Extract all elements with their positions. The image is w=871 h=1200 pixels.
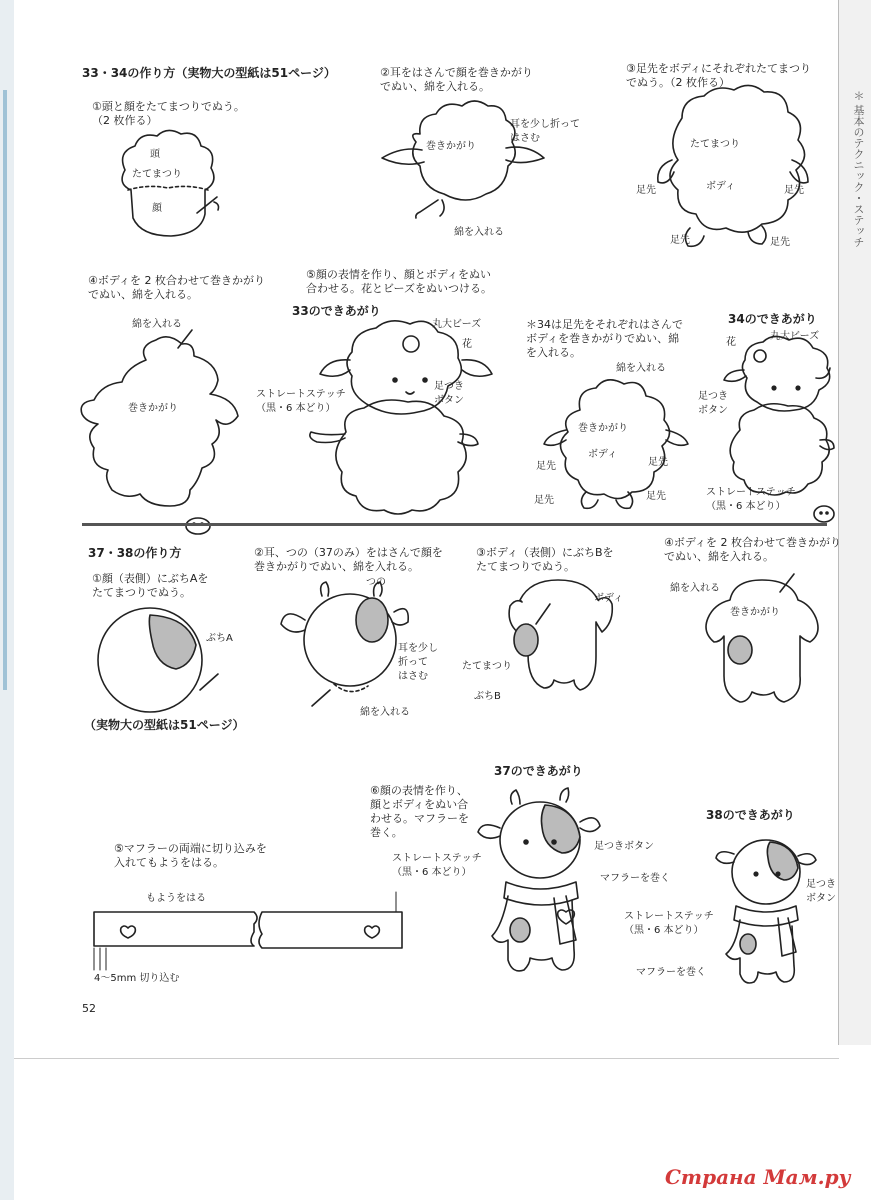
- cow-face-with-ears-illustration: [281, 582, 408, 706]
- s2-step3-label-spot: ぶちB: [474, 691, 501, 702]
- s2-step2-label-ear: 耳を少し 折って はさむ: [398, 643, 438, 682]
- done38-title: 38のできあがり: [706, 808, 795, 822]
- site-watermark: Страна Мам.ру: [665, 1165, 851, 1189]
- divider-sheep-icon: [186, 518, 210, 534]
- s2-step2-text: ②耳、つの（37のみ）をはさんで顔を 巻きかがりでぬい、綿を入れる。: [254, 546, 443, 573]
- s2-step1-text: ①顔（表側）にぶちAを たてまつりでぬう。: [92, 572, 209, 599]
- s1-step4-text: ④ボディを 2 枚合わせて巻きかがり でぬい、綿を入れる。: [88, 274, 265, 301]
- s1-step4-label-whip: 巻きかがり: [128, 403, 178, 414]
- page-number: 52: [82, 1002, 96, 1015]
- s2-step3-label-stitch: たてまつり: [462, 661, 512, 672]
- done33-label-flower: 花: [462, 339, 472, 350]
- s2-step2-label-stuff: 綿を入れる: [360, 707, 410, 718]
- done33-label-straight: ストレートステッチ （黒・6 本どり）: [256, 389, 346, 414]
- section1-heading: 33・34の作り方（実物大の型紙は51ページ）: [82, 66, 336, 80]
- cow-face-spotA-illustration: [98, 608, 218, 712]
- note34-label-whip: 巻きかがり: [578, 423, 628, 434]
- note34-label-foot3: 足先: [534, 495, 554, 506]
- s1-step3-text: ③足先をボディにそれぞれたてまつり でぬう。（2 枚作る）: [626, 62, 811, 89]
- note34-label-stuff: 綿を入れる: [616, 363, 666, 374]
- done33-title: 33のできあがり: [292, 304, 381, 318]
- note34-label-foot1: 足先: [536, 461, 556, 472]
- s2-step1-label-spot: ぶちA: [206, 633, 233, 644]
- s2-step5-text: ⑤マフラーの両端に切り込みを 入れてもようをはる。: [114, 842, 267, 869]
- note34-label-body: ボディ: [588, 449, 618, 460]
- s1-step2-label-ear: 耳を少し折って はさむ: [510, 119, 580, 144]
- note34-label-foot4: 足先: [646, 491, 666, 502]
- done33-label-button: 足つき ボタン: [434, 381, 464, 406]
- s2-step5-label-pattern: もようをはる: [146, 893, 206, 904]
- sheep-34-body-illustration: [544, 380, 688, 509]
- s2-step4-text: ④ボディを 2 枚合わせて巻きかがり でぬい、綿を入れる。: [664, 536, 841, 563]
- done34-label-flower: 花: [726, 337, 736, 348]
- divider-end-icon: [814, 506, 834, 522]
- s1-step3-label-body: ボディ: [706, 181, 736, 192]
- s1-step3-label-foot-br: 足先: [770, 237, 790, 248]
- note34-text: ＊34は足先をそれぞれはさんで ボディを巻きかがりでぬい、綿 を入れる。: [526, 318, 683, 359]
- done34-label-bead: 丸大ビーズ: [770, 331, 820, 342]
- done34-title: 34のできあがり: [728, 312, 817, 326]
- s2-step4-label-whip: 巻きかがり: [730, 607, 780, 618]
- s1-step3-label-foot-l: 足先: [636, 185, 656, 196]
- s2-step5-label-cut: 4〜5mm 切り込む: [94, 973, 180, 984]
- s1-step3-label-foot-r: 足先: [784, 185, 804, 196]
- done34-label-straight: ストレートステッチ （黒・6 本どり）: [706, 487, 796, 512]
- s2-step3-label-body: ボディ: [594, 593, 624, 604]
- s1-step1-text: ①頭と顔をたてまつりでぬう。 （2 枚作る）: [92, 100, 245, 127]
- section2-heading: 37・38の作り方: [88, 546, 182, 560]
- s1-step3-label-stitch: たてまつり: [690, 139, 740, 150]
- s1-step1-label-face: 顔: [152, 203, 162, 214]
- done38-label-muffler: マフラーを巻く: [636, 967, 706, 978]
- done33-label-bead: 丸大ビーズ: [432, 319, 482, 330]
- next-page-text: ＊ 基本のテクニック・ステッチ: [852, 90, 865, 248]
- s1-step2-text: ②耳をはさんで顔を巻きかがり でぬい、綿を入れる。: [380, 66, 533, 93]
- sheep-body-stuffing-illustration: [81, 330, 238, 506]
- done38-label-straight: ストレートステッチ （黒・6 本どり）: [624, 911, 714, 936]
- sheep-head-piece-illustration: [122, 130, 218, 236]
- section-divider: [82, 523, 827, 526]
- done37-label-straight: ストレートステッチ （黒・6 本どり）: [392, 853, 482, 878]
- note34-label-foot2: 足先: [648, 457, 668, 468]
- done37-title: 37のできあがり: [494, 764, 583, 778]
- s1-step5-text: ⑤顔の表情を作り、顔とボディをぬい 合わせる。花とビーズをぬいつける。: [306, 268, 493, 295]
- s2-step4-label-stuff: 綿を入れる: [670, 583, 720, 594]
- muffler-pattern-illustration: [94, 892, 402, 970]
- cow-37-finished-illustration: [478, 788, 600, 971]
- cow-body-stuffing-illustration: [706, 574, 818, 702]
- s1-step3-label-foot-bl: 足先: [670, 235, 690, 246]
- done37-label-muffler: マフラーを巻く: [600, 873, 670, 884]
- done38-label-button: 足つき ボタン: [806, 879, 836, 904]
- sheep-34-finished-illustration: [724, 336, 834, 495]
- s1-step1-label-head: 頭: [150, 149, 160, 160]
- s1-step2-label-whip: 巻きかがり: [426, 141, 476, 152]
- done37-label-button: 足つきボタン: [594, 841, 654, 852]
- s2-step2-label-horn: つの: [366, 577, 386, 588]
- s2-step3-text: ③ボディ（表側）にぶちBを たてまつりでぬう。: [476, 546, 614, 573]
- s1-step2-label-stuff: 綿を入れる: [454, 227, 504, 238]
- s2-step6-text: ⑥顔の表情を作り、 顔とボディをぬい合 わせる。マフラーを 巻く。: [370, 784, 469, 839]
- cow-38-finished-illustration: [716, 840, 816, 983]
- done34-label-button: 足つき ボタン: [698, 391, 728, 416]
- s1-step4-label-stuff: 綿を入れる: [132, 319, 182, 330]
- sheep-body-with-feet-illustration: [658, 85, 808, 246]
- s1-step1-label-stitch: たてまつり: [132, 169, 182, 180]
- s2-pattern-note: （実物大の型紙は51ページ）: [84, 718, 245, 732]
